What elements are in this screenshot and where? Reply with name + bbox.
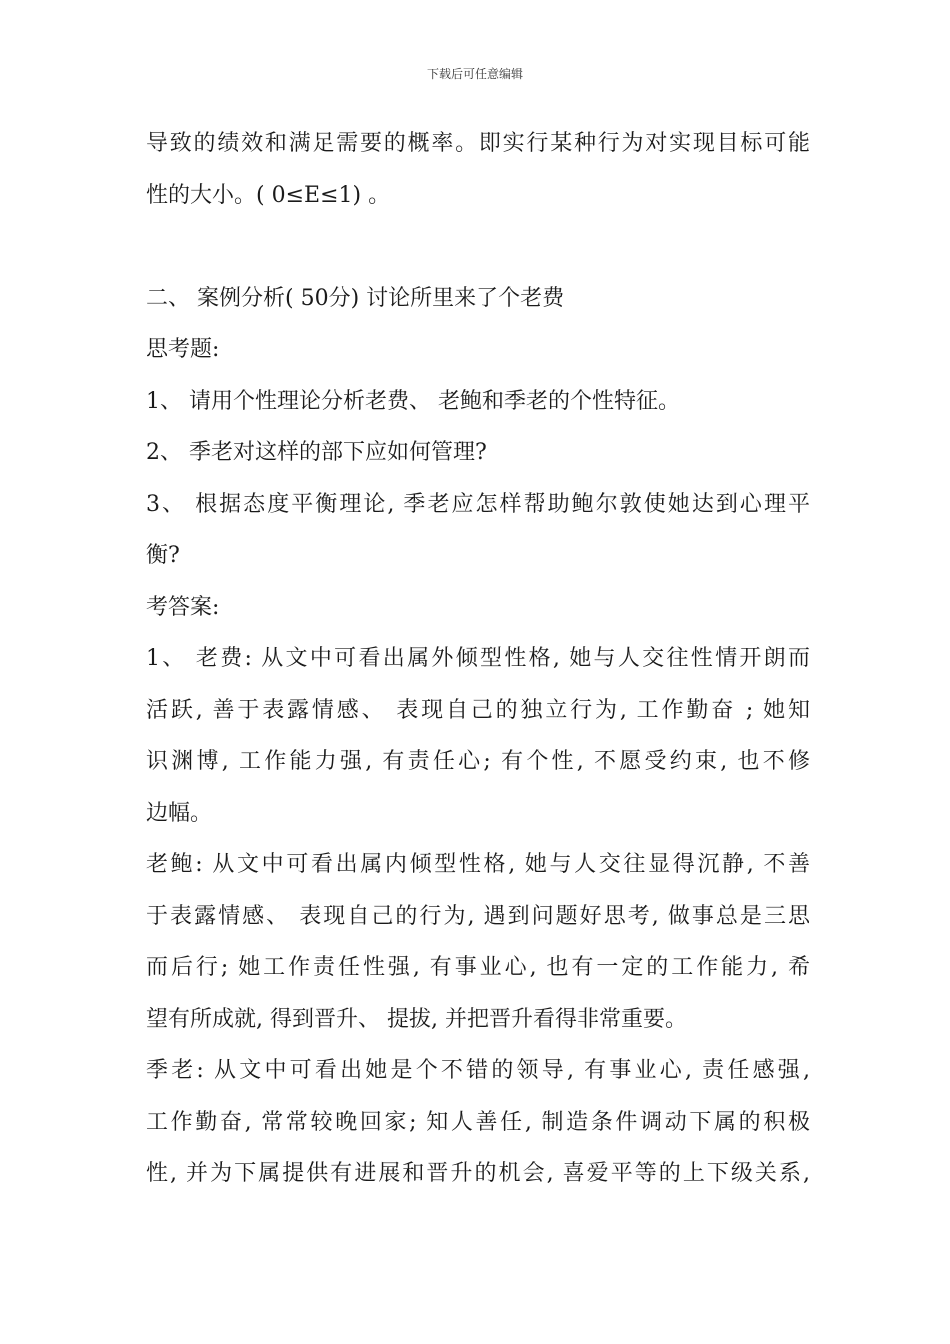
paragraph-line: 性的大小。( 0≤E≤1) 。 <box>146 182 391 208</box>
blank-line <box>146 221 810 273</box>
answer-line: 而后行; 她工作责任性强, 有事业心, 也有一定的工作能力, 希 <box>146 955 810 980</box>
answer-line: 性, 并为下属提供有进展和晋升的机会, 喜爱平等的上下级关系, <box>146 1161 810 1186</box>
answer-line: 工作勤奋, 常常较晚回家; 知人善任, 制造条件调动下属的积极 <box>146 1109 810 1135</box>
question-item: 3、 根据态度平衡理论, 季老应怎样帮助鲍尔敦使她达到心理平 <box>146 491 810 517</box>
answer-line: 老鲍: 从文中可看出属内倾型性格, 她与人交往显得沉静, 不善 <box>146 852 810 877</box>
document-body <box>146 118 810 1200</box>
question-item: 1、 请用个性理论分析老费、 老鲍和季老的个性特征。 <box>146 388 680 414</box>
section-heading: 二、 案例分析( 50分) 讨论所里来了个老费 <box>146 285 565 311</box>
question-item: 2、 季老对这样的部下应如何管理? <box>146 440 487 465</box>
answer-line: 1、 老费: 从文中可看出属外倾型性格, 她与人交往性情开朗而 <box>146 646 810 671</box>
paragraph-line: 导致的绩效和满足需要的概率。即实行某种行为对实现目标可能 <box>146 131 810 156</box>
answer-line: 识渊博, 工作能力强, 有责任心; 有个性, 不愿受约束, 也不修 <box>146 749 810 774</box>
subheading: 考答案: <box>146 594 220 620</box>
answer-line: 边幅。 <box>146 800 213 826</box>
answer-line: 于表露情感、 表现自己的行为, 遇到问题好思考, 做事总是三思 <box>146 903 810 929</box>
subheading: 思考题: <box>146 337 220 362</box>
question-item-continued: 衡? <box>146 543 180 568</box>
answer-line: 望有所成就, 得到晋升、 提拔, 并把晋升看得非常重要。 <box>146 1006 687 1032</box>
page-header: 下载后可任意编辑 <box>426 67 523 81</box>
answer-line: 季老: 从文中可看出她是个不错的领导, 有事业心, 责任感强, <box>146 1058 810 1083</box>
answer-line: 活跃, 善于表露情感、 表现自己的独立行为, 工作勤奋 ; 她知 <box>146 697 810 723</box>
